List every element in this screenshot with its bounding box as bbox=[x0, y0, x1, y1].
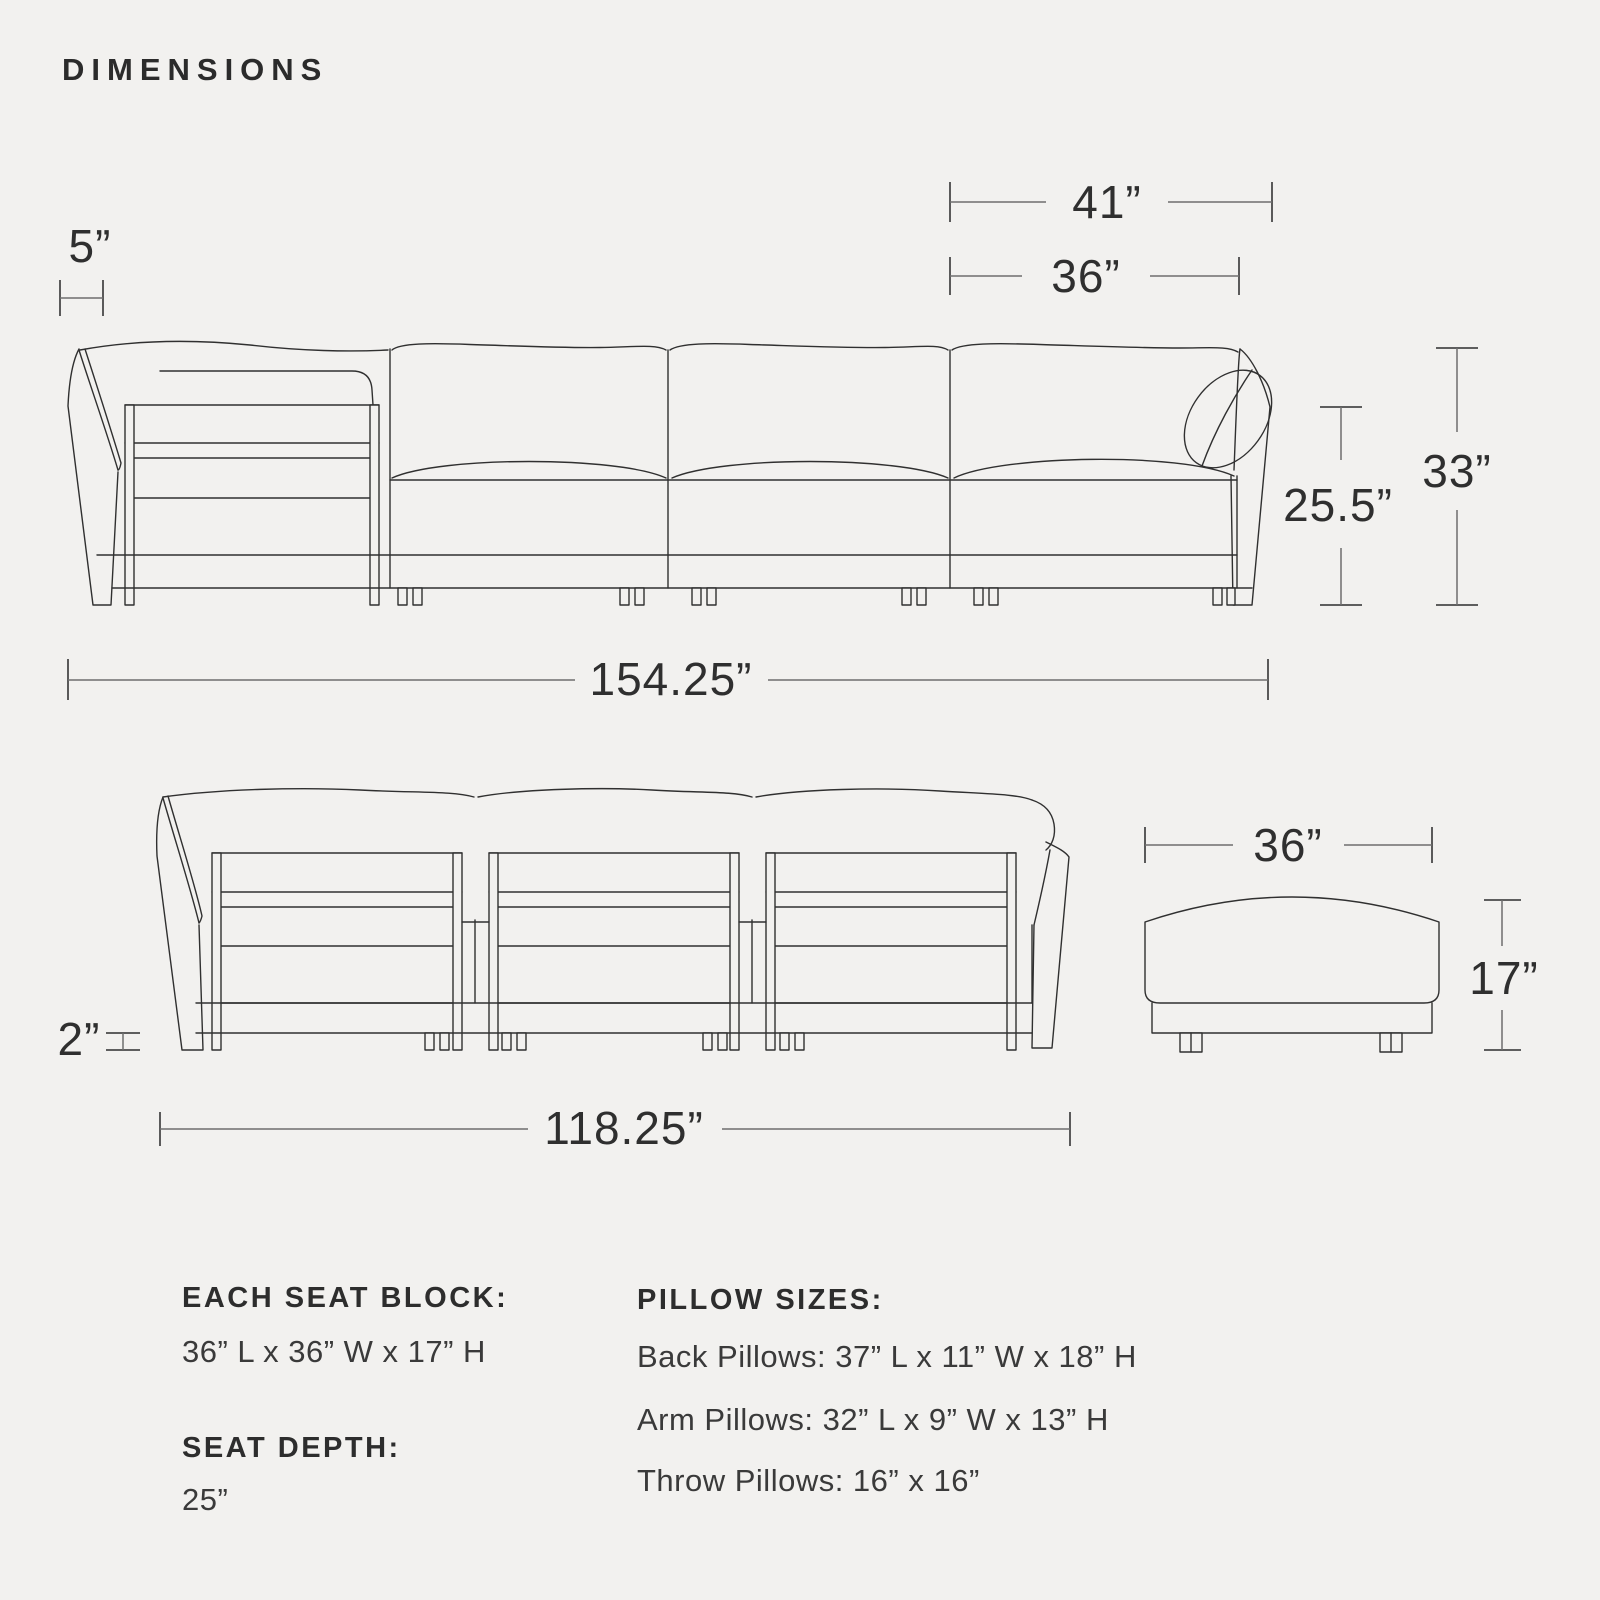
sofa-back-view bbox=[157, 789, 1069, 1050]
dim-total-height bbox=[1422, 348, 1491, 605]
dim-ottoman-width bbox=[1145, 819, 1432, 871]
seat-block-value: 36” L x 36” W x 17” H bbox=[182, 1334, 486, 1369]
back-cushions bbox=[392, 344, 1238, 352]
dim-arm-width bbox=[60, 220, 111, 316]
corner-back-cushion bbox=[80, 341, 388, 405]
front-view-dimensions bbox=[60, 176, 1492, 705]
back-right-corner bbox=[1032, 800, 1069, 1048]
ottoman-cushion bbox=[1145, 897, 1439, 1003]
dim-leg-height bbox=[58, 1013, 140, 1065]
dim-label-total-width: 154.25” bbox=[589, 653, 753, 705]
sofa-front-legs bbox=[398, 588, 1235, 605]
dim-label-ottoman-width: 36” bbox=[1253, 819, 1323, 871]
dim-back-height bbox=[1283, 407, 1393, 605]
dim-seat-module bbox=[950, 250, 1239, 302]
left-arm bbox=[68, 349, 121, 605]
back-frames bbox=[212, 853, 1016, 1050]
dim-label-leg-height: 2” bbox=[57, 1013, 101, 1065]
dim-label-arm-width: 5” bbox=[68, 220, 112, 272]
sofa-back-legs bbox=[425, 1033, 804, 1050]
seat-cushions bbox=[97, 459, 1252, 588]
ottoman-dimensions bbox=[1145, 819, 1539, 1050]
dim-corner-module bbox=[950, 176, 1272, 228]
dim-label-total-height: 33” bbox=[1422, 445, 1492, 497]
back-left-arm bbox=[157, 796, 203, 1050]
dim-label-seat-module: 36” bbox=[1051, 250, 1121, 302]
module-seams bbox=[390, 349, 950, 588]
dim-back-total-width bbox=[160, 1102, 1070, 1154]
seat-depth-value: 25” bbox=[182, 1482, 229, 1517]
back-pillows-value: Back Pillows: 37” L x 11” W x 18” H bbox=[637, 1339, 1137, 1374]
seat-depth-heading: SEAT DEPTH: bbox=[182, 1432, 401, 1464]
dim-label-back-height: 25.5” bbox=[1283, 479, 1393, 531]
back-base bbox=[196, 1003, 1032, 1033]
dim-label-ottoman-height: 17” bbox=[1469, 952, 1539, 1004]
back-view-dimensions bbox=[58, 1013, 1070, 1154]
page-title: DIMENSIONS bbox=[62, 52, 329, 87]
dim-label-corner-module: 41” bbox=[1072, 176, 1142, 228]
ottoman-drawing bbox=[1145, 897, 1439, 1052]
ottoman-base bbox=[1152, 1003, 1432, 1033]
ottoman-legs bbox=[1180, 1033, 1402, 1052]
sofa-front-view bbox=[68, 341, 1290, 605]
back-cushion-tops bbox=[163, 789, 1032, 800]
pillow-sizes-heading: PILLOW SIZES: bbox=[637, 1284, 884, 1316]
dim-label-back-total-width: 118.25” bbox=[544, 1102, 704, 1154]
dim-total-width bbox=[68, 653, 1268, 705]
arm-pillows-value: Arm Pillows: 32” L x 9” W x 13” H bbox=[637, 1402, 1109, 1437]
seat-block-heading: EACH SEAT BLOCK: bbox=[182, 1282, 509, 1314]
throw-pillows-value: Throw Pillows: 16” x 16” bbox=[637, 1463, 980, 1498]
dim-ottoman-height bbox=[1469, 900, 1538, 1050]
corner-frame bbox=[125, 405, 379, 605]
